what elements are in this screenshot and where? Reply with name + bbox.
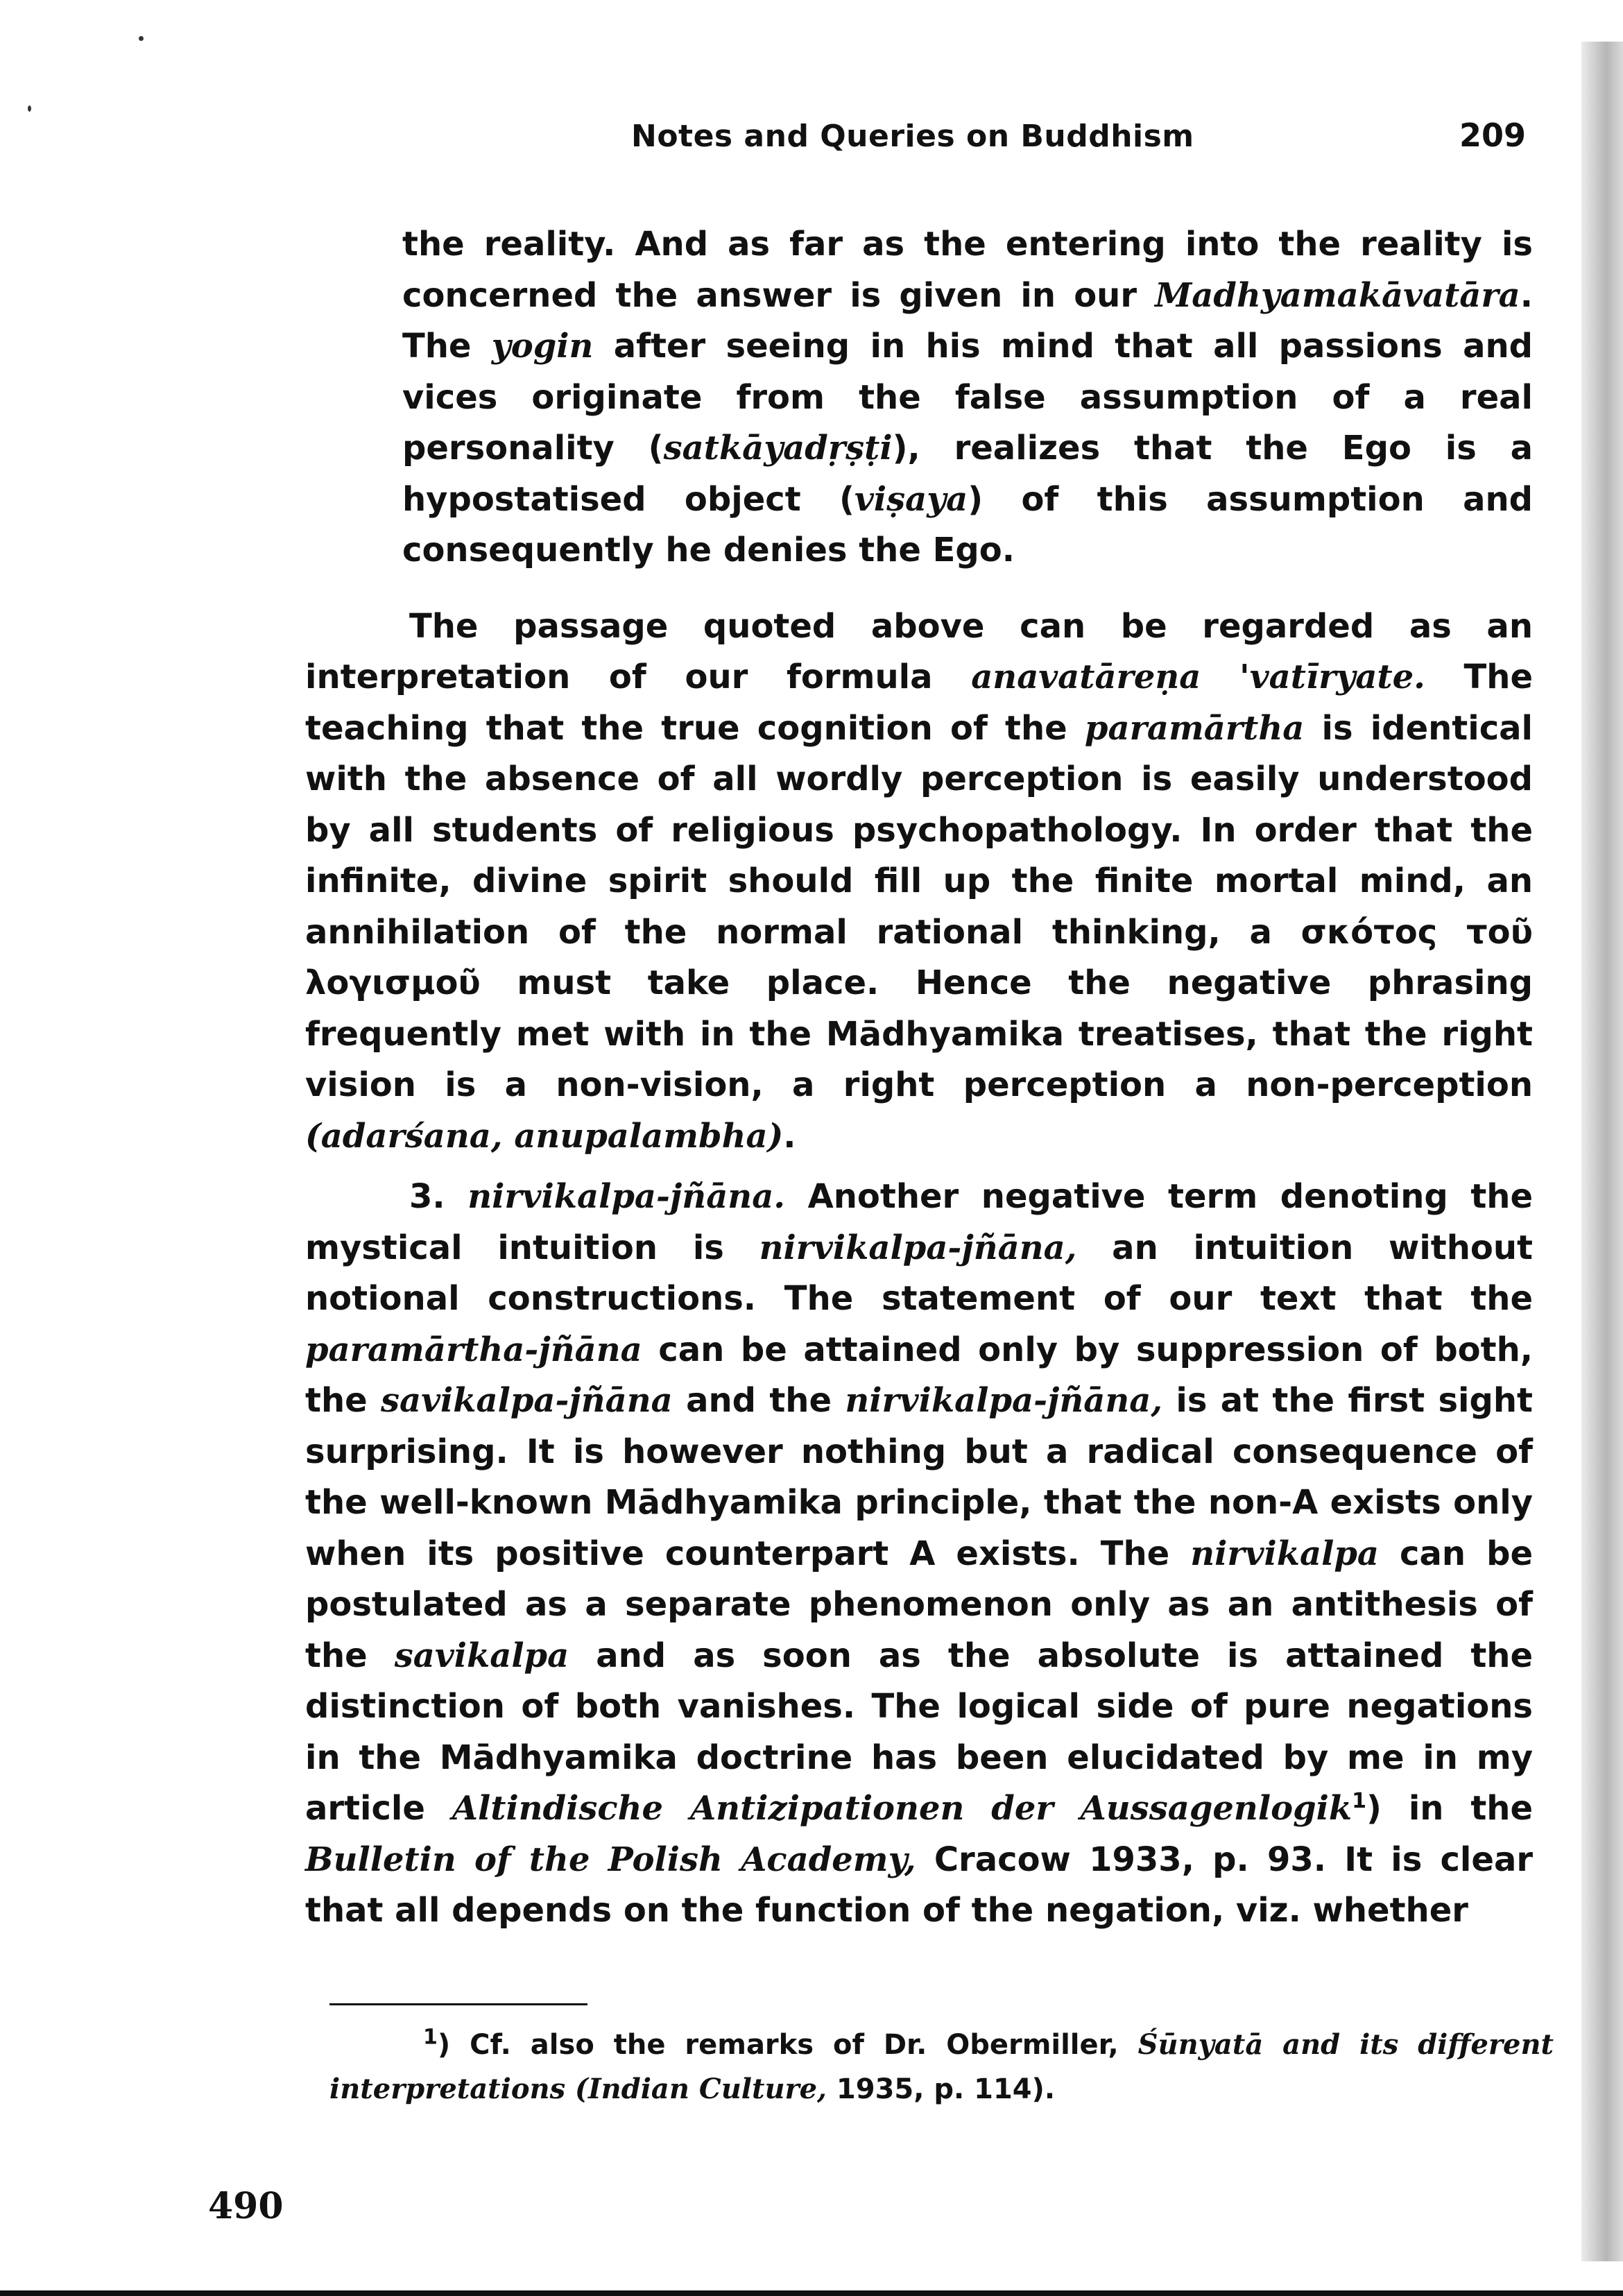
text-run: 1935, p. 114). (826, 2073, 1056, 2105)
italic-term: savikalpa-jñāna (380, 1381, 673, 1420)
paragraph-2 (305, 601, 1533, 1163)
text-run: Another negative term denoting the mystical intuition is (305, 1177, 1534, 1267)
italic-term: Bulletin of the Polish Academy, (305, 1840, 916, 1879)
paragraph-1 (402, 219, 1533, 576)
italic-term: savikalpa (394, 1636, 569, 1675)
text-run: can be postulated as a separate phenomenon only as an antithesis of the (305, 1534, 1533, 1675)
text-run: after seeing in his mind that all passions and vices originate from the false assumption of a real personality ( (402, 327, 1533, 468)
text-run: The teaching that the true cognition of the (305, 658, 1533, 748)
italic-term: yogin (491, 327, 594, 366)
body-text (305, 219, 1533, 1937)
italic-term: nirvikalpa-jñāna, (759, 1228, 1077, 1267)
italic-term: satkāyadṛṣṭi (663, 429, 893, 468)
text-run: ) in the (1366, 1789, 1533, 1828)
italic-term: (adarśana, anupalambha) (305, 1116, 784, 1156)
running-header (631, 117, 1526, 154)
italic-term: paramārtha-jñāna (305, 1330, 642, 1369)
text-run: . (783, 1116, 796, 1156)
footnote-divider (329, 2003, 587, 2005)
footnote-mark: 1 (423, 2025, 438, 2050)
text-run: The passage quoted above can be regarded as an interpretation of our formula (305, 606, 1533, 696)
running-title: Notes and Queries on Buddhism (631, 119, 1194, 154)
italic-term: nirvikalpa (1190, 1534, 1380, 1573)
footnote (329, 2023, 1554, 2111)
italic-term: viṣaya (854, 479, 968, 519)
folio-number: 490 (208, 2185, 284, 2227)
italic-term: paramārtha (1084, 708, 1305, 748)
scan-bottom-edge (0, 2290, 1623, 2296)
scan-speck (139, 36, 144, 41)
text-run: the reality. And as far as the entering into the reality is concerned the answer is given in our (402, 225, 1533, 315)
text-run: ) Cf. also the remarks of Dr. Obermiller, (437, 2029, 1138, 2061)
italic-term: Madhyamakāvatāra (1155, 275, 1520, 315)
text-run: and as soon as the absolute is attained the distinction of both vanishes. The logical side of pure negations in the Mādhyamika doctrine has been elucidated by me in my article (305, 1636, 1533, 1828)
text-run: . The (402, 275, 1533, 366)
text-run: Cracow 1933, p. 93. It is clear that all depends on the function of the negation, viz. whether (305, 1840, 1534, 1930)
italic-term: nirvikalpa-jñāna, (845, 1381, 1163, 1420)
text-run: can be attained only by suppression of both, the (305, 1330, 1533, 1420)
footnote-reference: 1 (1352, 1789, 1367, 1813)
text-run: is at the first sight surprising. It is however nothing but a radical consequence of the well-known Mādhyamika principle, that the non-A exists only when its positive counterpart A exists. The (305, 1381, 1533, 1573)
scan-speck (28, 105, 31, 112)
page-number: 209 (1459, 117, 1526, 154)
paragraph-3 (305, 1172, 1533, 1937)
text-run: 3. (409, 1177, 468, 1216)
text-run: and the (672, 1381, 845, 1420)
text-run: is identical with the absence of all wordly perception is easily understood by all students of religious psychopathology. In order that the infinite, divine spirit should fill up the finite mortal mind, an annihilation of the normal rational thinking, a σκότος τοῦ λογισμοῦ must take place. Hence the negative phrasing frequently met with in the Mādhyamika treatises, that the right vision is a non-vision, a right perception a non-perception (305, 708, 1534, 1104)
text-run: ), realizes that the Ego is a hypostatised object ( (402, 429, 1534, 519)
italic-term: anavatāreṇa 'vatīryate. (971, 658, 1425, 696)
italic-term: Śūnyatā and its different interpretations (Indian Culture, (329, 2028, 1554, 2105)
italic-term: Altindische Antizipationen der Aussagenlogik (452, 1789, 1352, 1828)
scan-edge-shadow (1581, 42, 1623, 2261)
italic-term: nirvikalpa-jñāna. (467, 1177, 786, 1216)
text-run: an intuition without notional constructions. The statement of our text that the (305, 1228, 1533, 1318)
text-run: ) of this assumption and consequently he denies the Ego. (402, 479, 1534, 569)
